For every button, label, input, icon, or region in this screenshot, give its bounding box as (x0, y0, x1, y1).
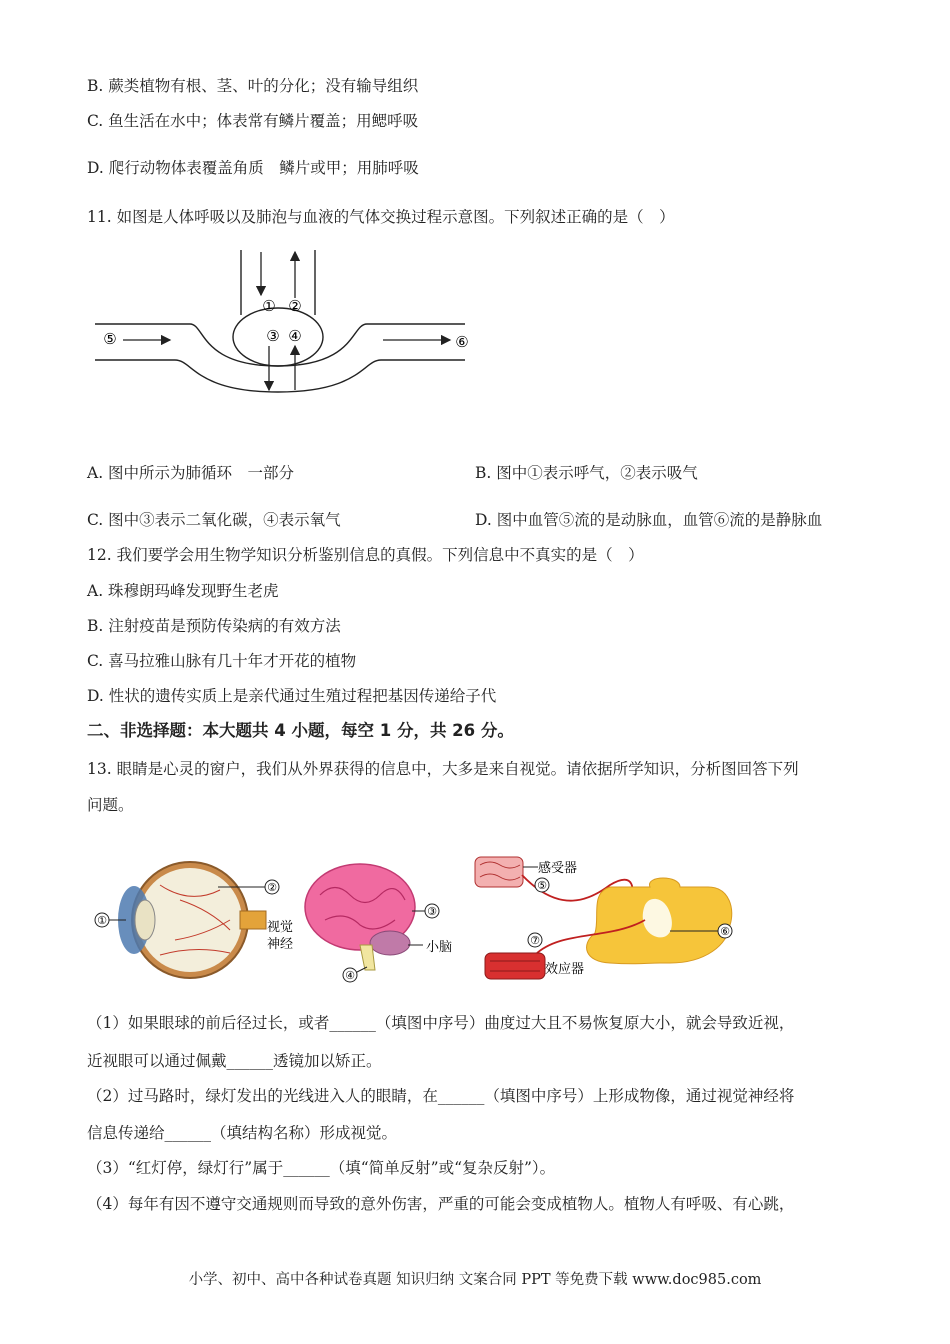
q12-option-a: A. 珠穆朗玛峰发现野生老虎 (87, 582, 279, 600)
q11-option-d: D. 图中血管⑤流的是动脉血，血管⑥流的是静脉血 (475, 511, 823, 529)
optic-nerve-label-1: 视觉 (267, 920, 294, 935)
label-5: ⑤ (103, 330, 117, 348)
eye-label-2: ② (267, 881, 277, 894)
q13-part2-line1: （2）过马路时，绿灯发出的光线进入人的眼睛，在______（填图中序号）上形成物像，通过视觉神经将 (87, 1087, 795, 1105)
reflex-label-7: ⑦ (530, 934, 540, 947)
q12-option-c: C. 喜马拉雅山脉有几十年才开花的植物 (87, 652, 357, 670)
q12-option-d: D. 性状的遗传实质上是亲代通过生殖过程把基因传递给子代 (87, 687, 497, 705)
answer-blank[interactable]: ______ (283, 1159, 330, 1177)
optic-nerve-label-2: 神经 (267, 937, 294, 952)
answer-blank[interactable]: ______ (437, 1087, 485, 1105)
q10-option-b: B. 蕨类植物有根、茎、叶的分化；没有输导组织 (87, 77, 419, 95)
q11-option-c: C. 图中③表示二氧化碳，④表示氧气 (87, 511, 341, 529)
q13-part4: （4）每年有因不遵守交通规则而导致的意外伤害，严重的可能会变成植物人。植物人有呼吸、有心跳， (87, 1195, 795, 1213)
page-footer: 小学、初中、高中各种试卷真题 知识归纳 文案合同 PPT 等免费下载 www.doc985.com (188, 1272, 762, 1288)
label-1: ① (262, 297, 276, 315)
eye-brain-reflex-figure (90, 845, 750, 990)
q11-stem: 11. 如图是人体呼吸以及肺泡与血液的气体交换过程示意图。下列叙述正确的是（ ） (87, 208, 675, 226)
eye-illustration (95, 862, 293, 978)
answer-blank[interactable]: ______ (329, 1014, 376, 1032)
q13-part1-line2: 近视眼可以通过佩戴______透镜加以矫正。 (87, 1052, 382, 1070)
brain-label-4: ④ (345, 969, 355, 982)
q13-stem-line1: 13. 眼睛是心灵的窗户，我们从外界获得的信息中，大多是来自视觉。请依据所学知识，分析图回答下列 (87, 760, 799, 778)
q10-option-c: C. 鱼生活在水中；体表常有鳞片覆盖；用鳃呼吸 (87, 112, 419, 130)
effector-label: 效应器 (545, 962, 585, 977)
answer-blank[interactable]: ______ (226, 1052, 274, 1070)
q13-stem-line2: 问题。 (87, 796, 134, 814)
label-2: ② (288, 297, 302, 315)
label-3: ③ (266, 327, 280, 345)
q11-option-a: A. 图中所示为肺循环 一部分 (87, 464, 295, 482)
reflex-label-6: ⑥ (720, 925, 730, 938)
q12-option-b: B. 注射疫苗是预防传染病的有效方法 (87, 617, 341, 635)
label-6: ⑥ (455, 333, 469, 351)
q13-part1-line1: （1）如果眼球的前后径过长，或者______（填图中序号）曲度过大且不易恢复原大小，就会导致近视， (87, 1014, 795, 1032)
q13-part2-line2: 信息传递给______（填结构名称）形成视觉。 (87, 1124, 398, 1142)
reflex-label-5: ⑤ (537, 879, 547, 892)
q10-option-d: D. 爬行动物体表覆盖角质 鳞片或甲；用肺呼吸 (87, 159, 419, 177)
q11-option-b: B. 图中①表示呼气，②表示吸气 (475, 464, 698, 482)
brain-illustration (305, 864, 452, 982)
section-heading: 二、非选择题：本大题共 4 小题，每空 1 分，共 26 分。 (87, 721, 514, 740)
q13-part3: （3）“红灯停，绿灯行”属于______（填“简单反射”或“复杂反射”）。 (87, 1159, 556, 1177)
answer-blank[interactable]: ______ (164, 1124, 212, 1142)
cerebellum-label: 小脑 (426, 940, 453, 955)
eye-label-1: ① (97, 914, 107, 927)
q12-stem: 12. 我们要学会用生物学知识分析鉴别信息的真假。下列信息中不真实的是（ ） (87, 546, 644, 564)
reflex-arc-illustration (475, 857, 732, 979)
receptor-label: 感受器 (538, 861, 578, 876)
alveolus-gas-exchange-diagram (95, 240, 485, 410)
brain-label-3: ③ (427, 905, 437, 918)
label-4: ④ (288, 327, 302, 345)
